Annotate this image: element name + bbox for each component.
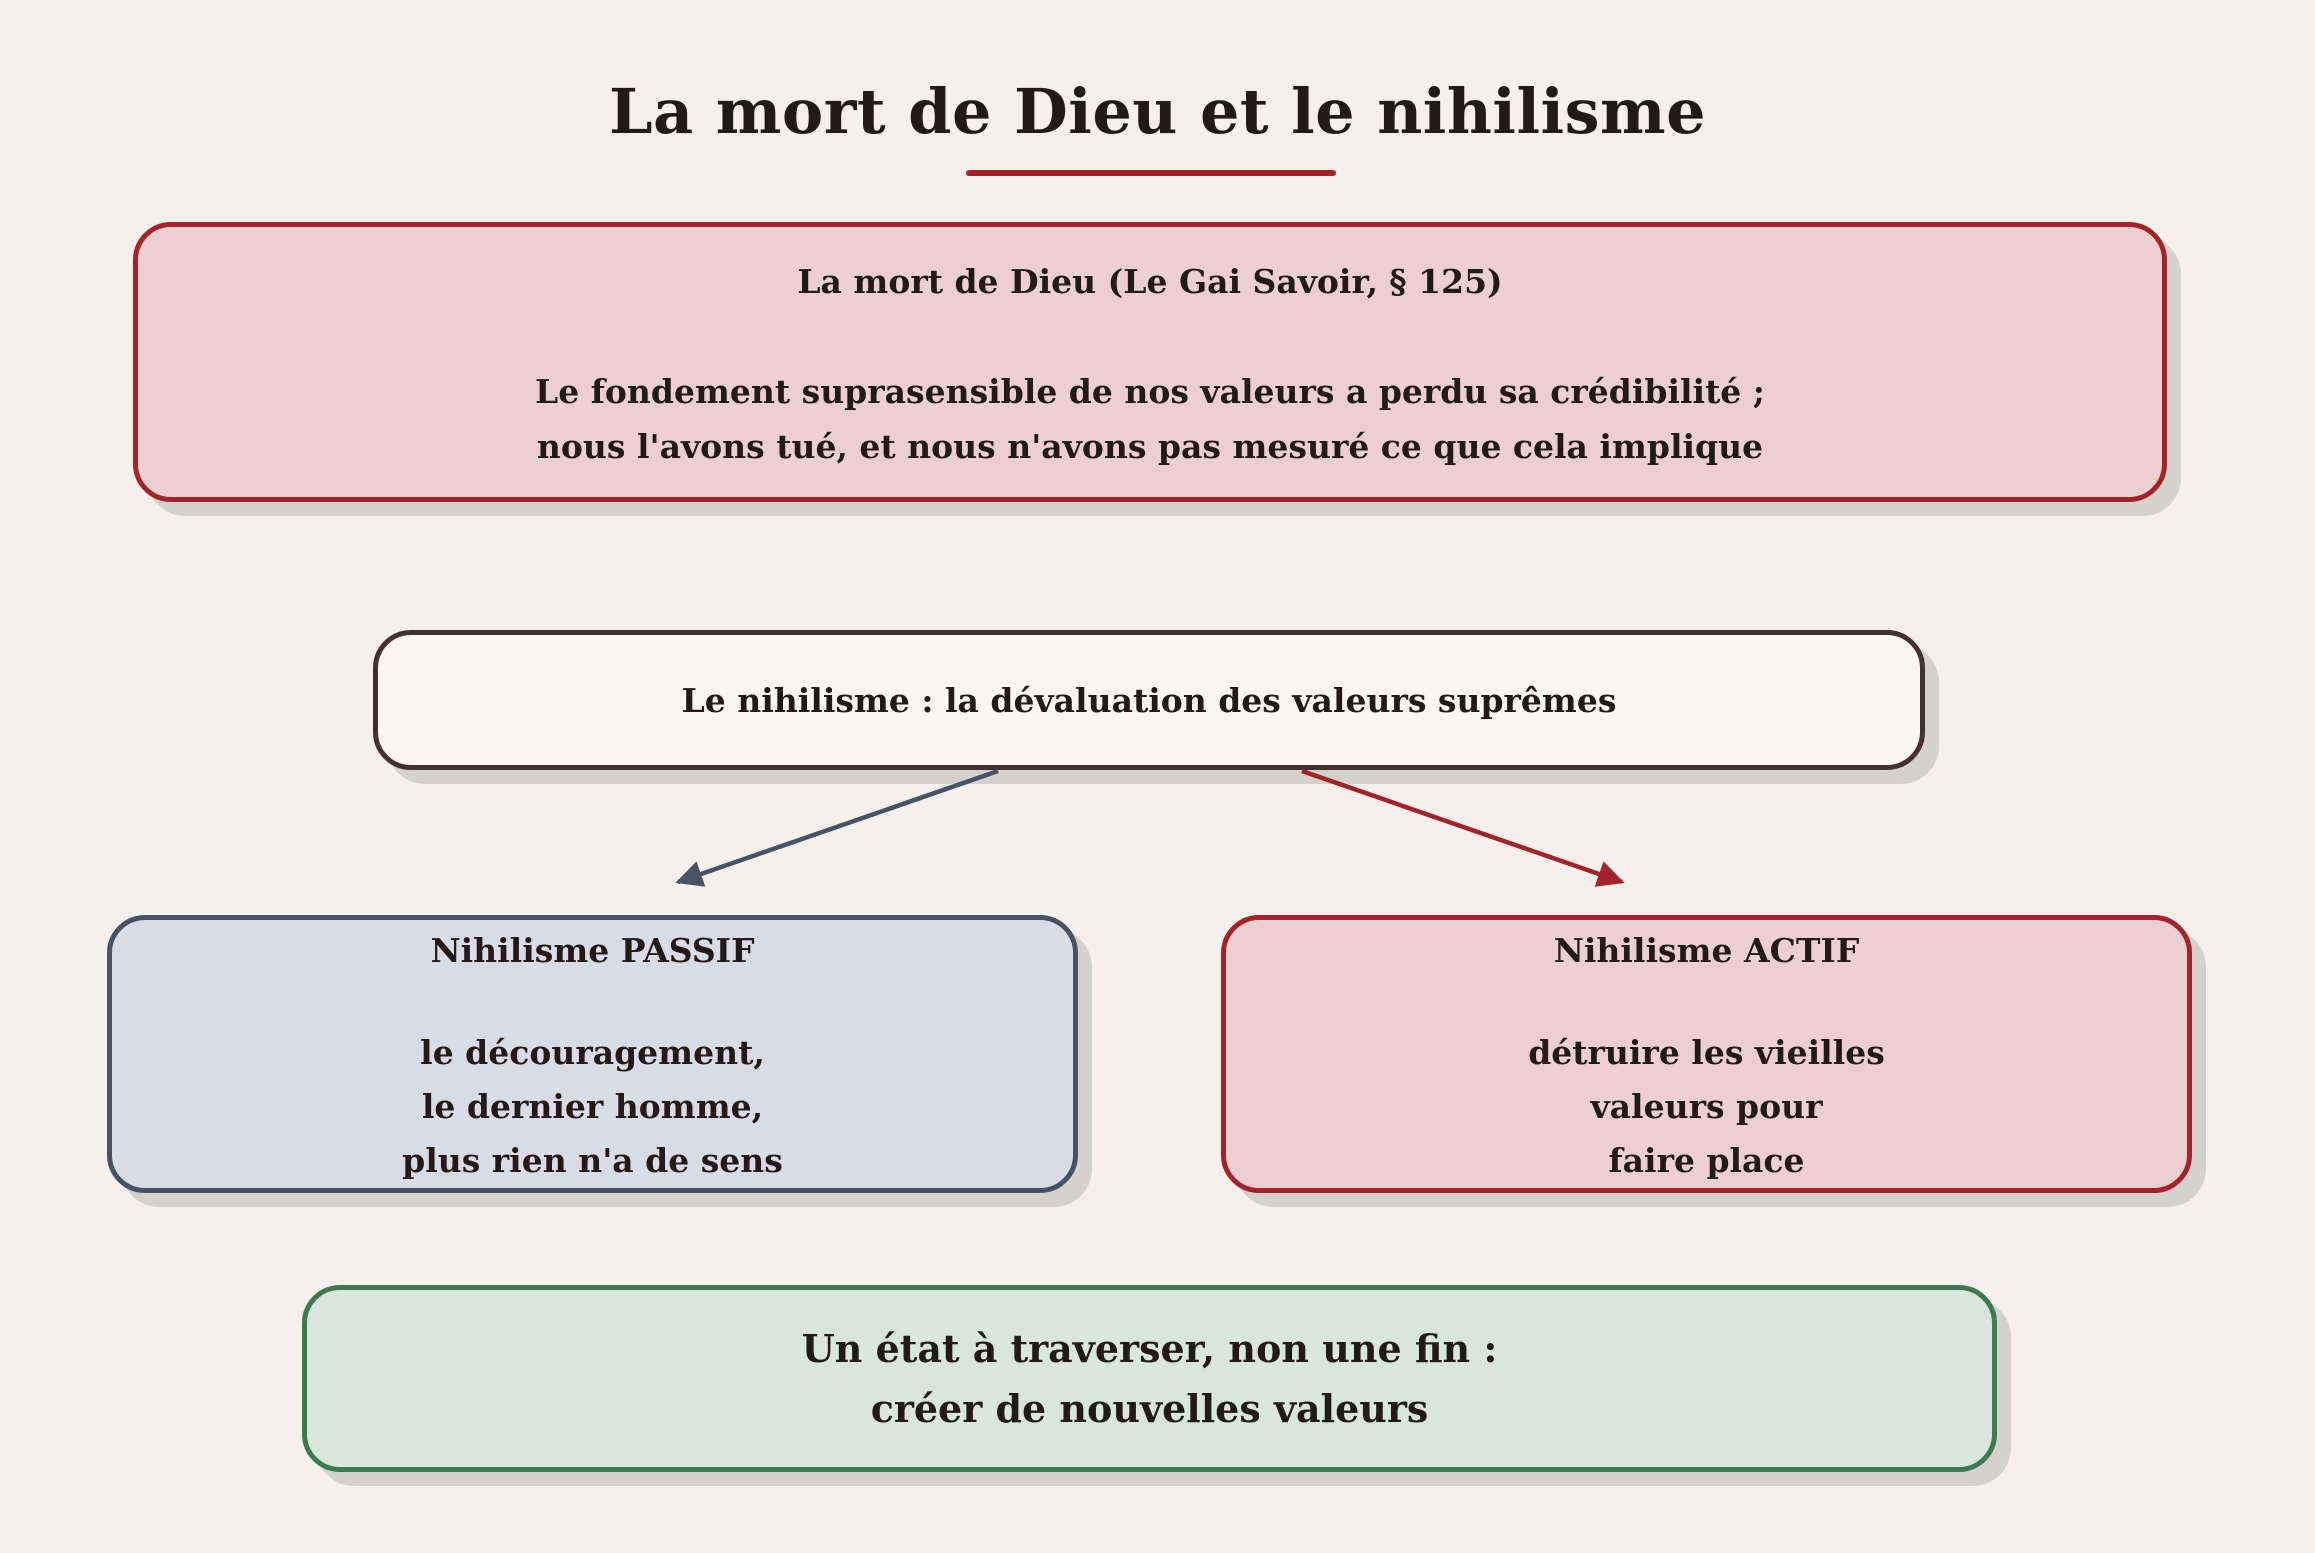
diagram-title: La mort de Dieu et le nihilisme <box>608 75 1707 148</box>
arrow-to-active <box>1302 771 1622 882</box>
title-underline <box>966 170 1336 176</box>
death-of-god-heading: La mort de Dieu (Le Gai Savoir, § 125) <box>797 262 1503 301</box>
passive-heading: Nihilisme PASSIF <box>430 931 755 970</box>
nihilism-box <box>373 630 1925 770</box>
active-heading: Nihilisme ACTIF <box>1553 931 1860 970</box>
conclusion-line-1: Un état à traverser, non une fin : <box>801 1325 1498 1371</box>
active-nihilism-box <box>1221 915 2192 1193</box>
passive-nihilism-box <box>107 915 1078 1193</box>
active-text-line-2: valeurs pour <box>1590 1087 1823 1126</box>
active-text-line-3: faire place <box>1608 1141 1805 1180</box>
passive-text-line-3: plus rien n'a de sens <box>402 1141 783 1180</box>
conclusion-line-2: créer de nouvelles valeurs <box>870 1385 1429 1431</box>
active-text-line-1: détruire les vieilles <box>1528 1033 1885 1072</box>
conclusion-box <box>302 1285 1997 1472</box>
passive-text-line-2: le dernier homme, <box>421 1087 764 1126</box>
death-of-god-box <box>133 222 2167 502</box>
death-of-god-text-line-2: nous l'avons tué, et nous n'avons pas mesuré ce que cela implique <box>536 427 1764 466</box>
death-of-god-text-line-1: Le fondement suprasensible de nos valeurs a perdu sa crédibilité ; <box>535 372 1765 411</box>
passive-text-line-1: le découragement, <box>420 1033 765 1072</box>
arrow-to-passive <box>678 771 998 882</box>
nihilism-label: Le nihilisme : la dévaluation des valeurs suprêmes <box>681 680 1617 720</box>
